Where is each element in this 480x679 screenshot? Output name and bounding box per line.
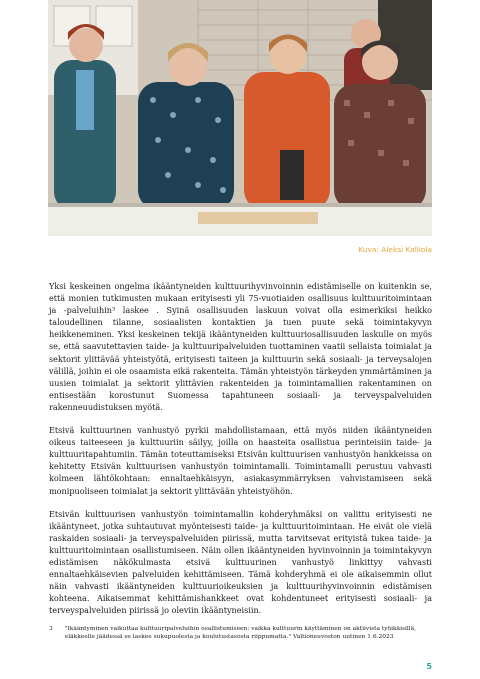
group-photo: [48, 0, 432, 236]
paragraph: Etsivän kulttuurisen vanhustyön toimintamallin kohderyhmäksi on valittu erityisesti ne ikääntyneet, jotka suhtautuvat myönteisesti taide- ja kulttuuritoimintaan. He eivät ole vielä raskaiden sosiaali- ja terveyspalveluiden piirissä, mutta tarvitsevat erityistä tukea taide- ja kulttuuritoimintaan osallistumiseen. Näin ollen ikääntyneiden hyvinvoinnin ja toimintakyvyn edistämisen näkökulmasta etsivä kulttuurinen vanhustyö linkittyy vahvasti ennaltaehkäisevien palveluiden kehittämiseen. Tämä kohderyhmä ei ole aikaisemmin ollut näin vahvasti ikääntyneiden kulttuurioikeuksien ja kulttuurihyvinvoinnin edistämisen kohteena. Aikaisemmat kehittämishankkeet ovat kohdentuneet erityisesti sosiaali- ja terveyspalveluiden piirissä jo oleviin ikääntyneisiin.: [49, 508, 432, 616]
photo-caption: Kuva: Aleksi Kalliola: [358, 245, 432, 254]
article-body: [49, 280, 432, 627]
footnote: [49, 625, 432, 641]
footnote-number: 3: [49, 626, 53, 632]
paragraph: Yksi keskeinen ongelma ikääntyneiden kulttuurihyvinvoinnin edistämiselle on kuitenkin se, että monien tutkimusten mukaan erityisesti yli 75-vuotiaiden osallisuus kulttuuritoimintaan ja -palveluihin³ laskee . Syinä osallisuuden laskuun voivat olla esimerkiksi heikko taloudellinen tilanne, sosiaalisten kontaktien ja tuen puute sekä toimintakyvyn heikkeneminen. Yksi keskeinen tekijä ikääntyneiden kulttuuriosallisuuden laskulle on myös se, että saavutettavien taide- ja kulttuuripalveluiden tuottaminen vaatii sellaista toimialat ja sektorit ylittävää yhteistyötä, erityisesti taiteen ja kulttuurin sekä sosiaali- ja terveysalojen välillä, joihin ei ole osaamista eikä rakenteita. Tämän yhteistyön tärkeyden ymmärtäminen ja uusien toimialat ja sektorit ylittävien rakenteiden ja toimintamallien rakentaminen on entisestään korostunut Suomessa tapahtuneen sosiaali- ja terveyspalveluiden rakenneuudistuksen myötä.: [49, 281, 432, 412]
page-number: 5: [426, 662, 432, 671]
paragraph: Etsivä kulttuurinen vanhustyö pyrkii mahdollistamaan, että myös niiden ikääntyneiden oikeus taiteeseen ja kulttuuriin säilyy, joilla on haasteita osallistua perinteisiin taide- ja kulttuuritapahtumiin. Tämän toteuttamiseksi Etsivän kulttuurisen vanhustyön hankkeissa on kehitetty Etsivän kulttuurisen vanhustyön toimintamalli. Toimintamalli perustuu vahvasti kolmeen lähtökohtaan: ennaltaehkäisyyn, asiakasymmärryksen vahvistamiseen sekä monipuoliseen toimialat ja sektorit ylittävään yhteistyöhön.: [49, 425, 432, 496]
footnote-text: "Ikääntyminen vaikuttaa kulttuuripalveluihin osallistumiseen: vaikka kulttuurin käyttäminen on aktiivista työikäisillä, eläkkeelle jäädessä se laskee sukupuolesta ja koulutustasosta riippumatta." Valtioneuvoston uutinen 1.6.2023: [64, 626, 417, 640]
group-photo-illustration: [48, 0, 432, 236]
